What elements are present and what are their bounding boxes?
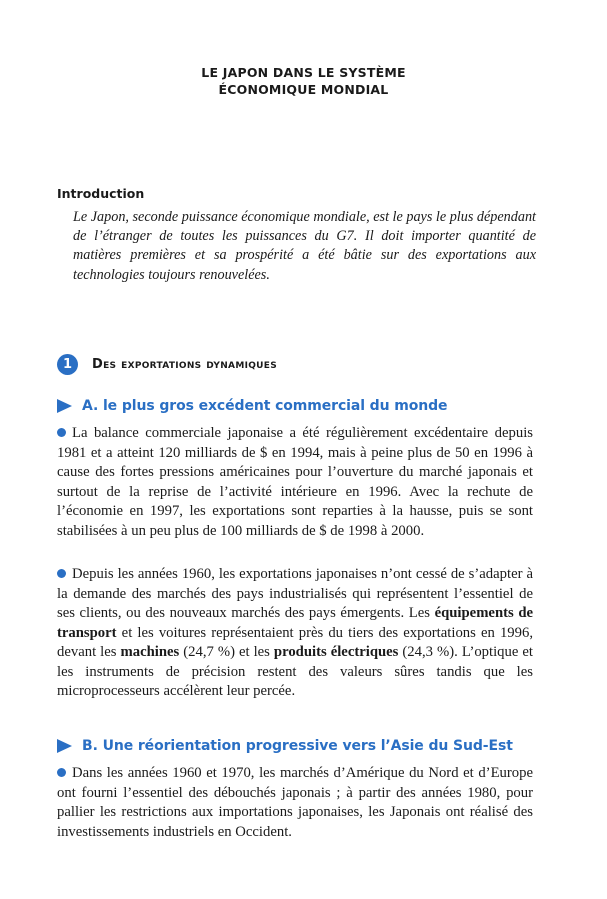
paragraph-a2 — [57, 565, 533, 702]
page-title — [0, 64, 607, 98]
page-title-line1: LE JAPON DANS LE SYSTÈME — [201, 65, 406, 80]
intro-heading: Introduction — [57, 186, 145, 201]
paragraph-a1-text: La balance commerciale japonaise a été régulièrement excédentaire depuis 1981 et a atteint 120 milliards de $ en 1994, mais à peine plus de 50 en 1996 à cause des fortes pressions américaines pour l’ouverture du marché japonais et surtout de la reprise de l’activité intérieure en 1996. Avec la rechute de l’économie en 1997, les exportations sont reparties à la hausse, puis se sont stabilisées à un peu plus de 100 milliards de $ de 1998 à 2000. — [57, 425, 533, 539]
bullet-icon — [57, 768, 66, 777]
paragraph-b1 — [57, 764, 533, 842]
paragraph-a2-text-3: (24,7 %) et les — [179, 644, 274, 660]
subsection-b-heading — [57, 738, 513, 754]
bold-term-electrical: produits électriques — [273, 644, 399, 660]
paragraph-a2-text-2: et les voitures représentaient près du tiers des exportations en 1996, devant les — [57, 624, 533, 660]
section-title: Des exportations dynamiques — [92, 357, 278, 372]
bold-term-machines: machines — [120, 644, 180, 660]
page-title-line2: ÉCONOMIQUE MONDIAL — [218, 82, 389, 97]
intro-text: Le Japon, seconde puissance économique mondiale, est le pays le plus dépendant de l’étranger de toutes les puissances du G7. Il doit importer quantité de matières premières et sa prospérité a été bâtie sur des exportations aux technologies toujours renouvelées. — [73, 209, 536, 283]
section-heading — [57, 354, 277, 375]
paragraph-a2-text-1: Depuis les années 1960, les exportations japonaises n’ont cessé de s’adapter à la demande des marchés des pays industrialisés qui représentent l’essentiel de ses clients, ou des nouveaux marchés des pays émergents. Les — [57, 566, 533, 621]
triangle-arrow-icon — [57, 399, 72, 413]
bullet-icon — [57, 428, 66, 437]
subsection-a-heading — [57, 398, 447, 414]
triangle-arrow-icon — [57, 739, 72, 753]
section-number-badge: 1 — [57, 354, 78, 375]
subsection-a-title: A. le plus gros excédent commercial du monde — [82, 398, 448, 414]
subsection-b-title: B. Une réorientation progressive vers l’Asie du Sud-Est — [82, 738, 513, 754]
paragraph-a2-text-4: (24,3 %). L’optique et les instruments de précision restent des valeurs sûres tandis que les microprocesseurs accélèrent leur percée. — [57, 644, 533, 699]
bold-term-transport: équipements de transport — [57, 605, 534, 641]
paragraph-a1 — [57, 424, 533, 541]
paragraph-b1-text: Dans les années 1960 et 1970, les marchés d’Amérique du Nord et d’Europe ont fourni l’essentiel des débouchés japonais ; à partir des années 1980, pour pallier les restrictions aux importations japonaises, les Japonais ont réalisé des investissements industriels en Occident. — [57, 765, 533, 840]
bullet-icon — [57, 569, 66, 578]
